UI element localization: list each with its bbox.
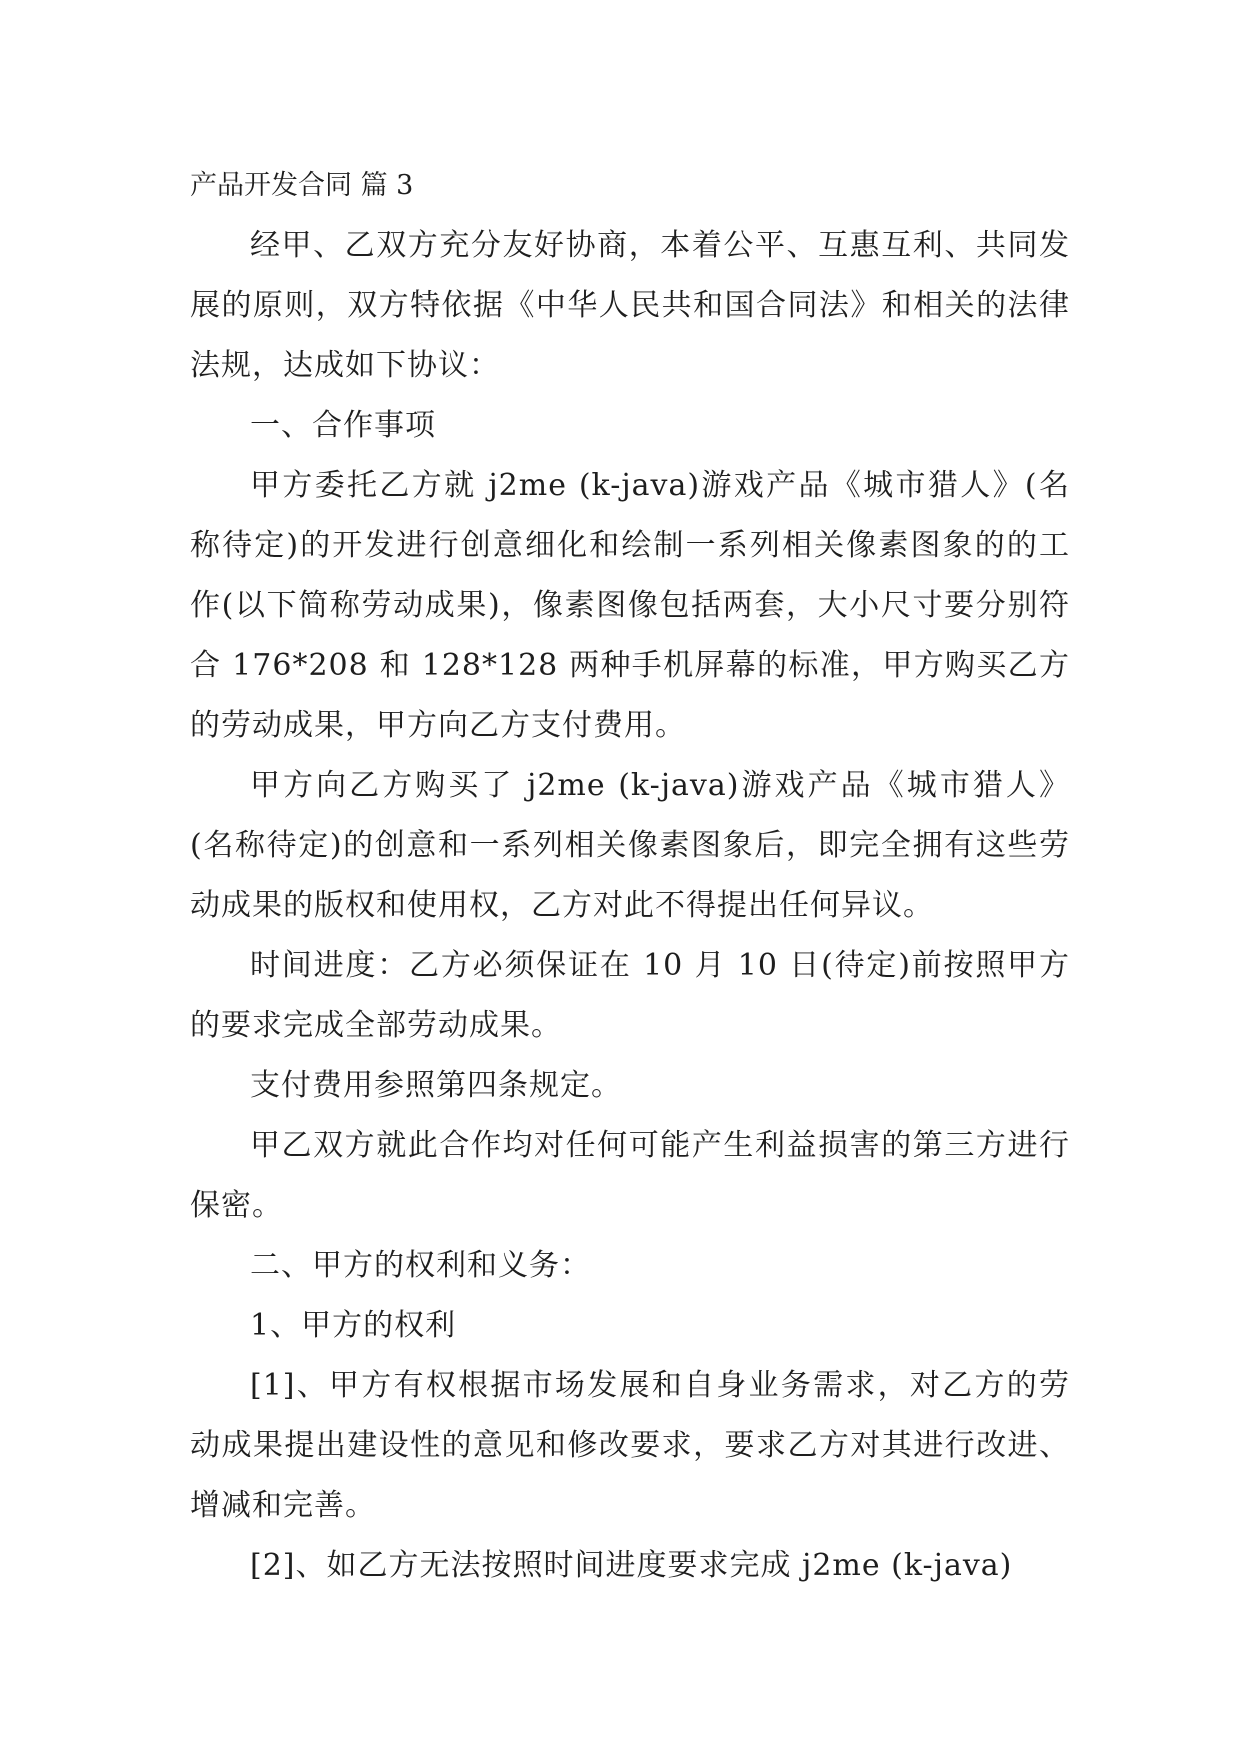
paragraph-schedule: 时间进度：乙方必须保证在 10 月 10 日(待定)前按照甲方的要求完成全部劳动成果。 [190, 948, 1070, 1043]
paragraph-commission: 甲方委托乙方就 j2me (k-java)游戏产品《城市猎人》(名称待定)的开发进行创意细化和绘制一系列相关像素图象的的工作(以下简称劳动成果)，像素图像包括两套，大小尺寸要分别符合 176*208 和 128*128 两种手机屏幕的标准，甲方购买乙方的劳动成果，甲方向乙方支付费用。 [190, 468, 1070, 743]
paragraph-intro: 经甲、乙双方充分友好协商，本着公平、互惠互利、共同发展的原则，双方特依据《中华人民共和国合同法》和相关的法律法规，达成如下协议： [190, 228, 1070, 383]
section-heading-party-a: 二、甲方的权利和义务： [250, 1248, 591, 1283]
paragraph-payment: 支付费用参照第四条规定。 [250, 1068, 622, 1103]
paragraph-purchase: 甲方向乙方购买了 j2me (k-java)游戏产品《城市猎人》(名称待定)的创意和一系列相关像素图象后，即完全拥有这些劳动成果的版权和使用权，乙方对此不得提出任何异议。 [190, 768, 1070, 923]
clause-2: [2]、如乙方无法按照时间进度要求完成 j2me (k-java) [250, 1548, 1013, 1583]
paragraph-confidentiality: 甲乙双方就此合作均对任何可能产生利益损害的第三方进行保密。 [190, 1128, 1070, 1223]
clause-1: [1]、甲方有权根据市场发展和自身业务需求，对乙方的劳动成果提出建设性的意见和修改要求，要求乙方对其进行改进、增减和完善。 [190, 1368, 1070, 1523]
subsection-heading-party-a-rights: 1、甲方的权利 [250, 1308, 457, 1343]
document-body [190, 156, 1070, 1596]
section-heading-cooperation: 一、合作事项 [250, 408, 436, 443]
document-title: 产品开发合同 篇 3 [190, 170, 414, 201]
